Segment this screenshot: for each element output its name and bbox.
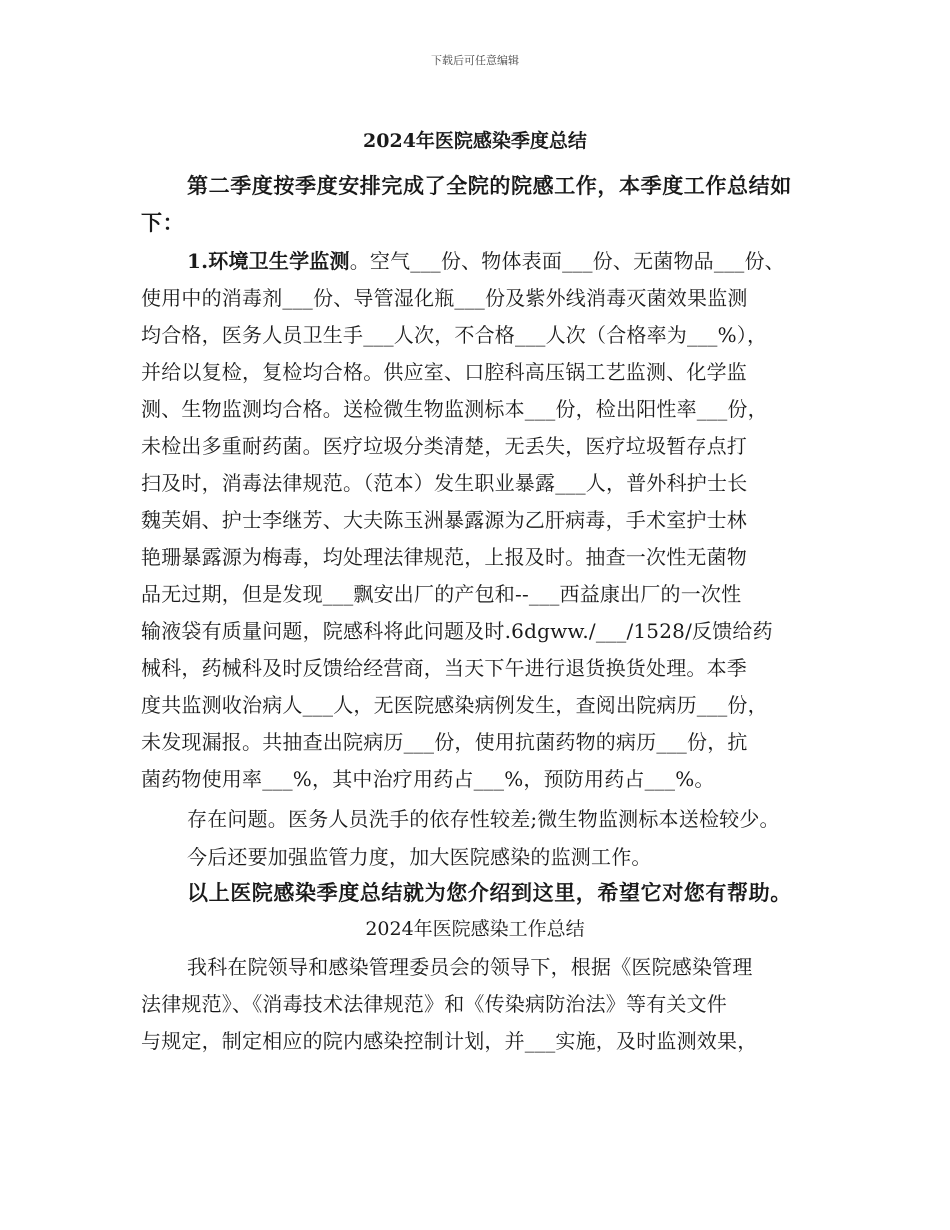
- section1-line: 度共监测收治病人___人，无医院感染病例发生，查阅出院病历___份，: [141, 693, 768, 717]
- para2-line-2: 法律规范》、《消毒技术法律规范》和《传染病防治法》等有关文件: [141, 992, 727, 1016]
- section1-heading: 1.环境卫生学监测: [187, 249, 350, 273]
- intro-line-2: 下：: [141, 210, 185, 235]
- section1-line: 未发现漏报。共抽查出院病历___份，使用抗菌药物的病历___份，抗: [141, 730, 748, 754]
- problems-line-1: 存在问题。医务人员洗手的依存性较差;微生物监测标本送检较少。: [187, 807, 780, 831]
- section1-line: 测、生物监测均合格。送检微生物监测标本___份，检出阳性率___份，: [141, 397, 768, 421]
- section1-line: 未检出多重耐药菌。医疗垃圾分类清楚，无丢失，医疗垃圾暂存点打: [141, 434, 747, 458]
- section1-line: 械科，药械科及时反馈给经营商，当天下午进行退货换货处理。本季: [141, 656, 747, 680]
- para2-line-3: 与规定，制定相应的院内感染控制计划，并___实施，及时监测效果，: [141, 1029, 758, 1053]
- section1-line: 魏芙娟、护士李继芳、大夫陈玉洲暴露源为乙肝病毒，手术室护士林: [141, 508, 747, 532]
- section1-line: 均合格，医务人员卫生手___人次，不合格___人次（合格率为___%），: [141, 323, 768, 347]
- section1-line: 菌药物使用率___%，其中治疗用药占___%，预防用药占___%。: [141, 767, 715, 791]
- problems-line-2: 今后还要加强监管力度，加大医院感染的监测工作。: [187, 845, 652, 869]
- section1-line: 品无过期，但是发现___飘安出厂的产包和--___西益康出厂的一次性: [141, 582, 742, 606]
- section1-line: 输液袋有质量问题，院感科将此问题及时.6dgww./___/1528/反馈给药: [141, 619, 773, 643]
- section1-line: 使用中的消毒剂___份、导管湿化瓶___份及紫外线消毒灭菌效果监测: [141, 286, 748, 310]
- section1-line-0: 。空气___份、物体表面___份、无菌物品___份、: [349, 249, 785, 273]
- second-title: 2024年医院感染工作总结: [365, 918, 585, 940]
- document-title: 2024年医院感染季度总结: [363, 130, 587, 152]
- section1-first-line: [187, 247, 785, 275]
- section1-line: 并给以复检，复检均合格。供应室、口腔科高压锅工艺监测、化学监: [141, 360, 747, 384]
- section1-line: 艳珊暴露源为梅毒，均处理法律规范，上报及时。抽查一次性无菌物: [141, 545, 747, 569]
- para2-line-1: 我科在院领导和感染管理委员会的领导下，根据《医院感染管理: [187, 955, 753, 979]
- section1-line: 扫及时，消毒法律规范。（范本）发生职业暴露___人，普外科护士长: [141, 471, 748, 495]
- page-header-note: 下载后可任意编辑: [431, 54, 519, 67]
- intro-line-1: 第二季度按季度安排完成了全院的院感工作，本季度工作总结如: [187, 173, 792, 198]
- closing-line: 以上医院感染季度总结就为您介绍到这里，希望它对您有帮助。: [187, 880, 792, 905]
